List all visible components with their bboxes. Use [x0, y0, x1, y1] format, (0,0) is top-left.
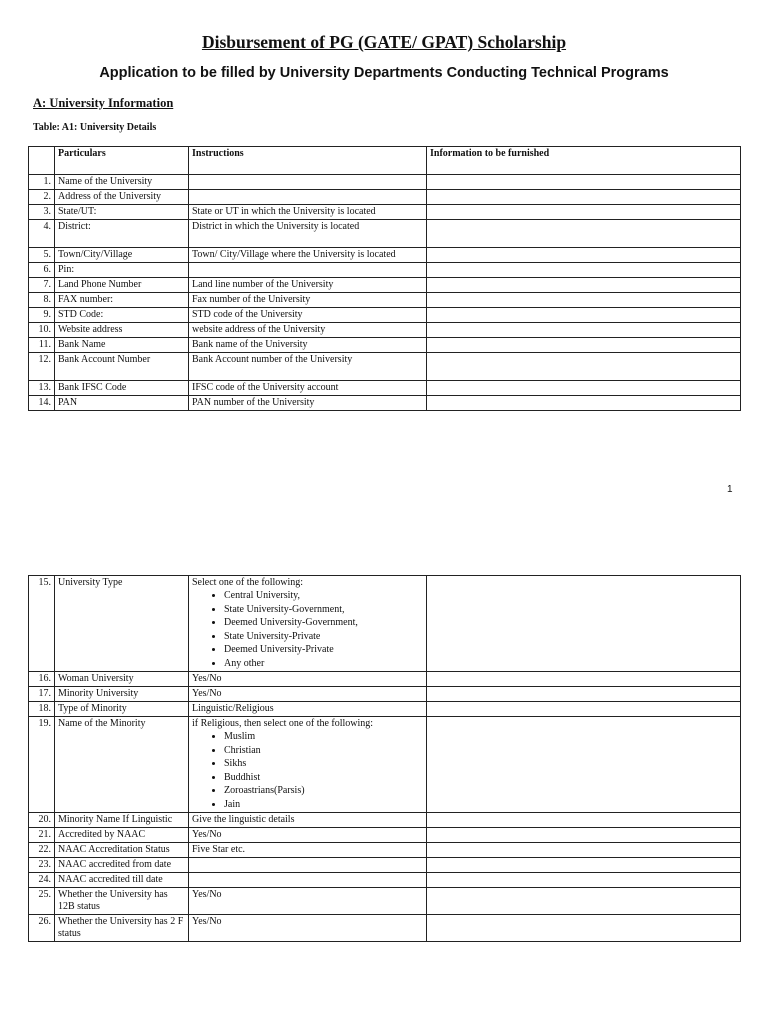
- table-row: [29, 323, 741, 338]
- option-item: • Buddhist: [224, 771, 423, 785]
- particular-cell: Whether the University has 2 F status: [55, 915, 189, 942]
- row-number: 13.: [29, 381, 55, 396]
- option-item: • Zoroastrians(Parsis): [224, 784, 423, 798]
- instruction-cell: [189, 858, 427, 873]
- information-input-cell[interactable]: [427, 175, 741, 190]
- row-number: 26.: [29, 915, 55, 942]
- instruction-text: Give the linguistic details: [192, 814, 295, 825]
- instruction-cell: [189, 717, 427, 813]
- information-input-cell[interactable]: [427, 353, 741, 381]
- page-number: 1: [727, 484, 733, 495]
- table-row: [29, 873, 741, 888]
- row-number: 10.: [29, 323, 55, 338]
- instruction-cell: [189, 828, 427, 843]
- instruction-text: Select one of the following:: [192, 577, 304, 588]
- header-cell-instructions: Instructions: [189, 147, 427, 175]
- row-number: 25.: [29, 888, 55, 915]
- instruction-text: District in which the University is located: [192, 221, 360, 232]
- information-input-cell[interactable]: [427, 687, 741, 702]
- row-number: 5.: [29, 248, 55, 263]
- table-row: [29, 205, 741, 220]
- table-row: [29, 278, 741, 293]
- information-input-cell[interactable]: [427, 293, 741, 308]
- instruction-cell: [189, 396, 427, 411]
- instruction-text: PAN number of the University: [192, 397, 315, 408]
- row-number: 21.: [29, 828, 55, 843]
- instruction-cell: [189, 843, 427, 858]
- instruction-text: Yes/No: [192, 829, 222, 840]
- option-item: • State University-Private: [224, 630, 423, 644]
- row-number: 9.: [29, 308, 55, 323]
- instruction-cell: [189, 702, 427, 717]
- instruction-cell: [189, 353, 427, 381]
- instruction-cell: [189, 576, 427, 672]
- options-list: [192, 589, 423, 670]
- option-item: • Central University,: [224, 589, 423, 603]
- particular-cell: Bank Name: [55, 338, 189, 353]
- instruction-text: Yes/No: [192, 916, 222, 927]
- instruction-cell: [189, 687, 427, 702]
- particular-cell: NAAC accredited from date: [55, 858, 189, 873]
- row-number: 11.: [29, 338, 55, 353]
- table-row: [29, 828, 741, 843]
- information-input-cell[interactable]: [427, 381, 741, 396]
- information-input-cell[interactable]: [427, 323, 741, 338]
- table-row: [29, 338, 741, 353]
- particular-cell: FAX number:: [55, 293, 189, 308]
- particular-cell: Bank IFSC Code: [55, 381, 189, 396]
- row-number: 24.: [29, 873, 55, 888]
- information-input-cell[interactable]: [427, 220, 741, 248]
- particular-cell: Name of the Minority: [55, 717, 189, 813]
- particular-cell: State/UT:: [55, 205, 189, 220]
- table-row: [29, 843, 741, 858]
- instruction-cell: [189, 205, 427, 220]
- row-number: 12.: [29, 353, 55, 381]
- table-row: [29, 220, 741, 248]
- table-row: [29, 353, 741, 381]
- information-input-cell[interactable]: [427, 858, 741, 873]
- table-caption: Table: A1: University Details: [33, 122, 157, 133]
- particular-cell: Woman University: [55, 672, 189, 687]
- instruction-text: Bank name of the University: [192, 339, 308, 350]
- information-input-cell[interactable]: [427, 190, 741, 205]
- instruction-cell: [189, 278, 427, 293]
- instruction-cell: [189, 323, 427, 338]
- document-title: Disbursement of PG (GATE/ GPAT) Scholarship: [201, 32, 567, 52]
- particular-cell: PAN: [55, 396, 189, 411]
- instruction-cell: [189, 248, 427, 263]
- instruction-cell: [189, 915, 427, 942]
- particular-cell: Whether the University has 12B status: [55, 888, 189, 915]
- instruction-text: Fax number of the University: [192, 294, 311, 305]
- header-cell-particulars: Particulars: [55, 147, 189, 175]
- row-number: 23.: [29, 858, 55, 873]
- section-heading: A: University Information: [33, 96, 174, 110]
- table-row: [29, 190, 741, 205]
- row-number: 4.: [29, 220, 55, 248]
- information-input-cell[interactable]: [427, 308, 741, 323]
- option-item: • Muslim: [224, 730, 423, 744]
- option-item: • Deemed University-Private: [224, 643, 423, 657]
- particular-cell: District:: [55, 220, 189, 248]
- information-input-cell[interactable]: [427, 915, 741, 942]
- information-input-cell[interactable]: [427, 717, 741, 813]
- instruction-cell: [189, 220, 427, 248]
- university-details-table-continued: [28, 575, 741, 942]
- instruction-text: Land line number of the University: [192, 279, 334, 290]
- information-input-cell[interactable]: [427, 205, 741, 220]
- university-details-body: [29, 147, 741, 411]
- particular-cell: Name of the University: [55, 175, 189, 190]
- particular-cell: Address of the University: [55, 190, 189, 205]
- row-number: 17.: [29, 687, 55, 702]
- option-item: • Any other: [224, 657, 423, 671]
- instruction-cell: [189, 813, 427, 828]
- row-number: 14.: [29, 396, 55, 411]
- information-input-cell[interactable]: [427, 702, 741, 717]
- table-row: [29, 717, 741, 813]
- instruction-text: Town/ City/Village where the University is located: [192, 249, 396, 260]
- instruction-text: Yes/No: [192, 673, 222, 684]
- particular-cell: Accredited by NAAC: [55, 828, 189, 843]
- header-cell-number: [29, 147, 55, 175]
- table-row: [29, 888, 741, 915]
- document-subtitle: Application to be filled by University Departments Conducting Technical Programs: [99, 65, 669, 81]
- table-row: [29, 915, 741, 942]
- option-item: • Sikhs: [224, 757, 423, 771]
- instruction-text: Yes/No: [192, 688, 222, 699]
- particular-cell: NAAC accredited till date: [55, 873, 189, 888]
- row-number: 22.: [29, 843, 55, 858]
- row-number: 8.: [29, 293, 55, 308]
- table-row: [29, 175, 741, 190]
- row-number: 6.: [29, 263, 55, 278]
- instruction-cell: [189, 293, 427, 308]
- table-row: [29, 308, 741, 323]
- option-item: • State University-Government,: [224, 603, 423, 617]
- information-input-cell[interactable]: [427, 873, 741, 888]
- instruction-text: IFSC code of the University account: [192, 382, 339, 393]
- table-header-row: [29, 147, 741, 175]
- table-row: [29, 293, 741, 308]
- row-number: 2.: [29, 190, 55, 205]
- table-row: [29, 702, 741, 717]
- table-row: [29, 381, 741, 396]
- university-details-body-continued: [29, 576, 741, 942]
- instruction-cell: [189, 888, 427, 915]
- instruction-cell: [189, 338, 427, 353]
- row-number: 7.: [29, 278, 55, 293]
- table-row: [29, 248, 741, 263]
- particular-cell: NAAC Accreditation Status: [55, 843, 189, 858]
- information-input-cell[interactable]: [427, 263, 741, 278]
- particular-cell: Type of Minority: [55, 702, 189, 717]
- instruction-cell: [189, 381, 427, 396]
- table-row: [29, 396, 741, 411]
- information-input-cell[interactable]: [427, 338, 741, 353]
- table-row: [29, 813, 741, 828]
- information-input-cell[interactable]: [427, 278, 741, 293]
- instruction-cell: [189, 672, 427, 687]
- header-cell-information: Information to be furnished: [427, 147, 741, 175]
- table-row: [29, 576, 741, 672]
- university-details-table: [28, 146, 741, 411]
- instruction-cell: [189, 873, 427, 888]
- option-item: • Jain: [224, 798, 423, 812]
- row-number: 18.: [29, 702, 55, 717]
- information-input-cell[interactable]: [427, 813, 741, 828]
- instruction-text: Bank Account number of the University: [192, 354, 353, 365]
- particular-cell: Town/City/Village: [55, 248, 189, 263]
- instruction-text: Yes/No: [192, 889, 222, 900]
- information-input-cell[interactable]: [427, 396, 741, 411]
- instruction-text: State or UT in which the University is located: [192, 206, 376, 217]
- option-item: • Deemed University-Government,: [224, 616, 423, 630]
- particular-cell: Minority Name If Linguistic: [55, 813, 189, 828]
- particular-cell: STD Code:: [55, 308, 189, 323]
- option-item: • Christian: [224, 744, 423, 758]
- particular-cell: Land Phone Number: [55, 278, 189, 293]
- row-number: 15.: [29, 576, 55, 672]
- table-row: [29, 858, 741, 873]
- table-row: [29, 687, 741, 702]
- table-row: [29, 672, 741, 687]
- instruction-cell: [189, 308, 427, 323]
- instruction-text: if Religious, then select one of the following:: [192, 718, 374, 729]
- particular-cell: Pin:: [55, 263, 189, 278]
- row-number: 20.: [29, 813, 55, 828]
- particular-cell: Bank Account Number: [55, 353, 189, 381]
- instruction-text: website address of the University: [192, 324, 326, 335]
- information-input-cell[interactable]: [427, 843, 741, 858]
- instruction-text: Linguistic/Religious: [192, 703, 274, 714]
- particular-cell: Minority University: [55, 687, 189, 702]
- instruction-text: Five Star etc.: [192, 844, 246, 855]
- instruction-text: STD code of the University: [192, 309, 303, 320]
- information-input-cell[interactable]: [427, 828, 741, 843]
- instruction-cell: [189, 190, 427, 205]
- information-input-cell[interactable]: [427, 672, 741, 687]
- information-input-cell[interactable]: [427, 248, 741, 263]
- options-list: [192, 730, 423, 811]
- instruction-cell: [189, 175, 427, 190]
- particular-cell: Website address: [55, 323, 189, 338]
- particular-cell: University Type: [55, 576, 189, 672]
- row-number: 19.: [29, 717, 55, 813]
- row-number: 3.: [29, 205, 55, 220]
- instruction-cell: [189, 263, 427, 278]
- information-input-cell[interactable]: [427, 576, 741, 672]
- row-number: 16.: [29, 672, 55, 687]
- information-input-cell[interactable]: [427, 888, 741, 915]
- row-number: 1.: [29, 175, 55, 190]
- table-row: [29, 263, 741, 278]
